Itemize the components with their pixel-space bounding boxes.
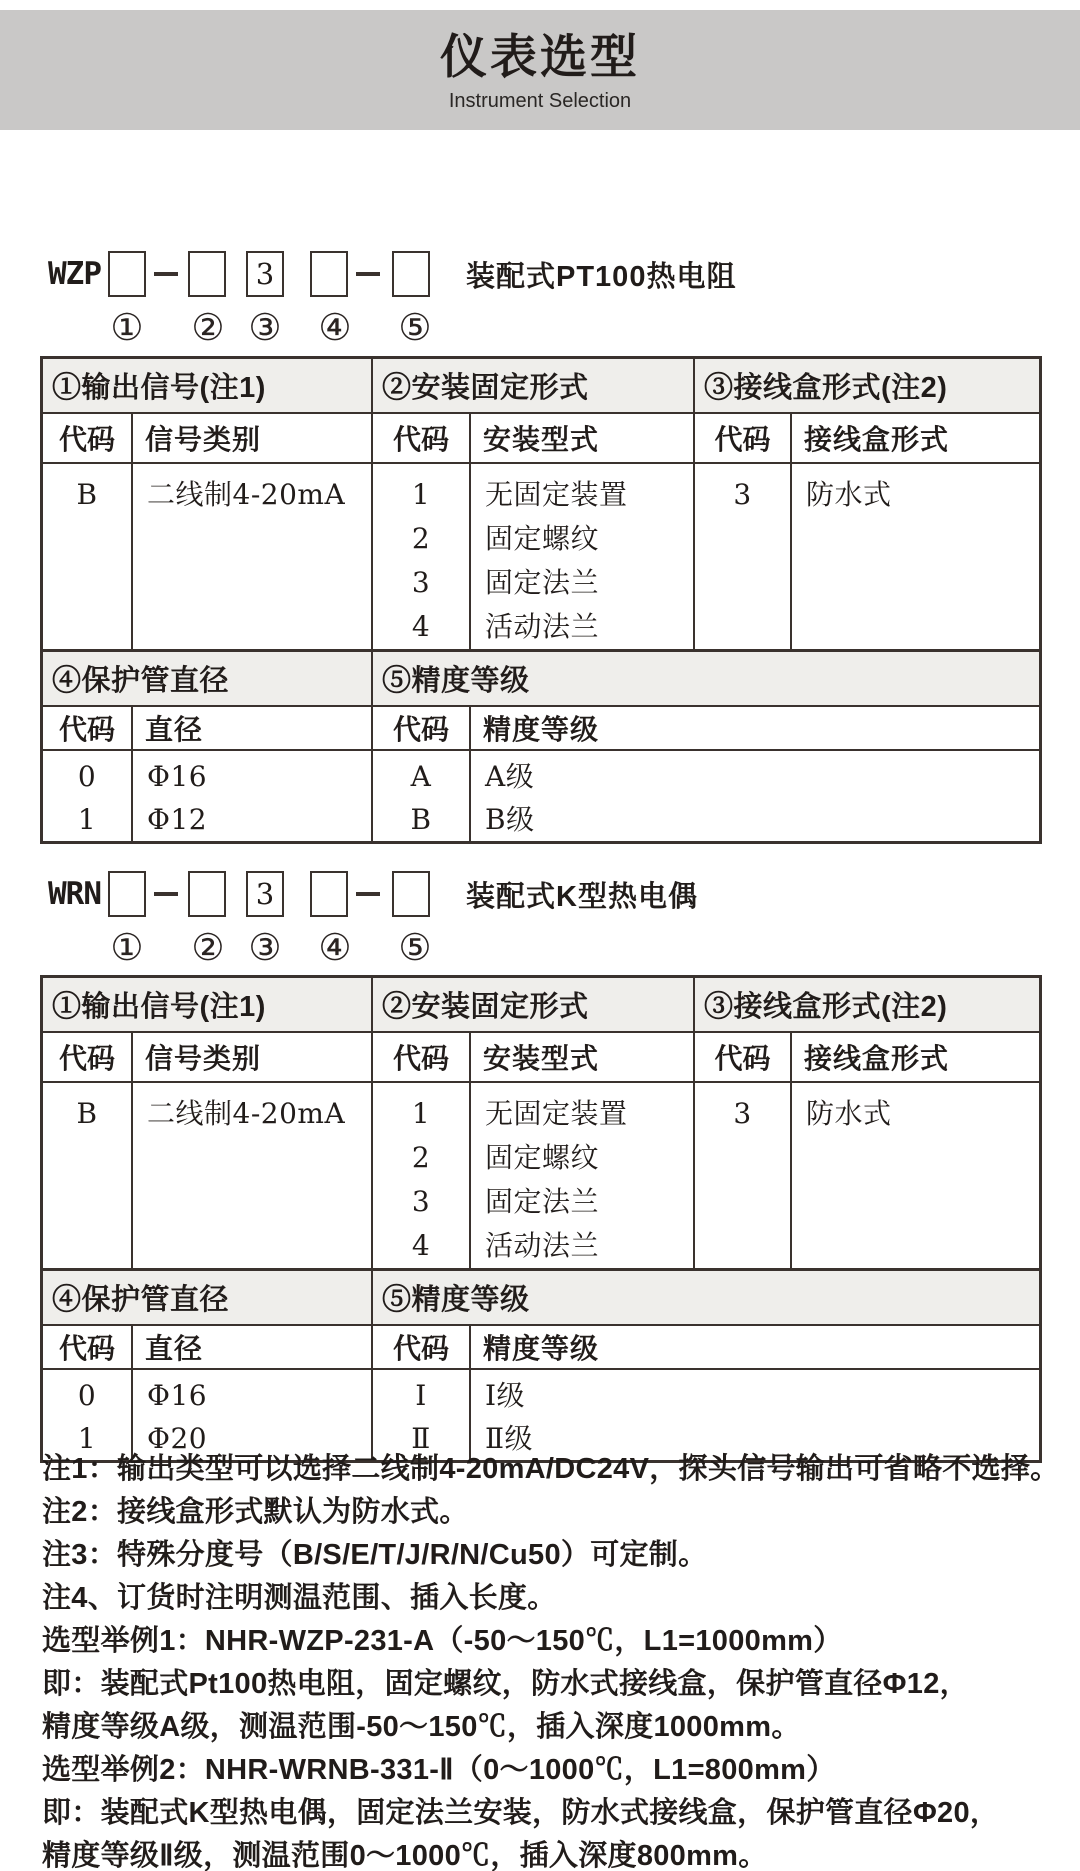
value-line: Φ16	[147, 1379, 208, 1412]
code-line: 4	[411, 610, 431, 643]
value-line: 无固定装置	[485, 1097, 628, 1130]
section-output-signal	[43, 978, 373, 1268]
value-cell	[133, 464, 371, 649]
col-header-name: 信号类别	[133, 1033, 371, 1083]
position-marker-2: ②	[191, 926, 225, 969]
section-title: ③接线盒形式(注2)	[695, 359, 1039, 414]
note-line-1: 注1：输出类型可以选择二线制4-20mA/DC24V，探头信号输出可省略不选择。	[42, 1453, 1060, 1485]
code-line: 3	[733, 478, 752, 511]
section-title: ①输出信号(注1)	[43, 978, 371, 1033]
model-code-box-3-filled: 3	[246, 871, 284, 917]
value-line: 活动法兰	[485, 1229, 600, 1262]
code-line: 1	[77, 803, 97, 836]
code-cell	[43, 1083, 133, 1268]
code-cell	[43, 464, 133, 649]
col-header-code: 代码	[695, 414, 792, 464]
code-cell	[373, 751, 471, 841]
code-line: 1	[411, 478, 431, 511]
code-cell	[695, 464, 792, 649]
code-cell	[695, 1083, 792, 1268]
value-line: Φ12	[147, 803, 208, 836]
page-title: 仪表选型	[440, 30, 640, 83]
value-line: Ⅰ级	[485, 1379, 526, 1412]
value-cell	[471, 1083, 693, 1268]
model-code-box-2	[188, 251, 226, 297]
code-line: A	[410, 760, 432, 793]
code-line: 1	[411, 1097, 431, 1130]
note-line-8: 选型举例2：NHR-WRNB-331-Ⅱ（0～1000℃，L1=800mm）	[42, 1754, 836, 1786]
position-marker-5: ⑤	[398, 926, 432, 969]
model-line-wrn	[48, 868, 698, 920]
position-marker-1: ①	[110, 926, 144, 969]
model-code-box-3-filled: 3	[246, 251, 284, 297]
section-title: ④保护管直径	[43, 652, 371, 707]
model-code-box-4	[310, 251, 348, 297]
value-line: 防水式	[806, 478, 892, 511]
position-markers-wrn	[0, 926, 434, 970]
value-line: 二线制4-20mA	[147, 1097, 346, 1130]
dash-separator	[154, 272, 178, 276]
col-header-code: 代码	[43, 707, 133, 751]
col-header-name: 接线盒形式	[792, 1033, 1039, 1083]
dash-separator	[154, 892, 178, 896]
code-cell	[373, 1370, 471, 1460]
value-cell	[471, 1370, 1039, 1460]
value-line: 固定螺纹	[485, 1141, 600, 1174]
col-header-name: 信号类别	[133, 414, 371, 464]
col-header-code: 代码	[373, 707, 471, 751]
value-cell	[792, 1083, 1039, 1268]
page-subtitle: Instrument Selection	[448, 90, 632, 112]
col-header-name: 直径	[133, 1326, 371, 1370]
value-line: 固定法兰	[485, 1185, 600, 1218]
dash-separator	[356, 892, 380, 896]
value-line: B级	[485, 803, 535, 836]
code-line: 4	[411, 1229, 431, 1262]
note-line-3: 注3：特殊分度号（B/S/E/T/J/R/N/Cu50）可定制。	[42, 1539, 708, 1571]
col-header-name: 精度等级	[471, 707, 1039, 751]
page-header-bar	[0, 10, 1080, 130]
position-marker-2: ②	[191, 306, 225, 349]
model-prefix: WRN	[48, 876, 101, 912]
col-header-code: 代码	[43, 1033, 133, 1083]
section-junction-box	[695, 359, 1039, 649]
section-title: ①输出信号(注1)	[43, 359, 371, 414]
position-marker-5: ⑤	[398, 306, 432, 349]
notes-block	[42, 1448, 1062, 1871]
section-tube-diameter	[43, 652, 373, 841]
col-header-code: 代码	[373, 1033, 471, 1083]
section-output-signal	[43, 359, 373, 649]
value-line: Φ16	[147, 760, 208, 793]
code-cell	[43, 1370, 133, 1460]
value-line: 固定螺纹	[485, 522, 600, 555]
model-prefix: WZP	[48, 256, 101, 292]
section-junction-box	[695, 978, 1039, 1268]
note-line-7: 精度等级A级，测温范围-50～150℃，插入深度1000mm。	[42, 1711, 801, 1743]
code-line: 3	[411, 1185, 431, 1218]
code-line: 2	[411, 1141, 431, 1174]
col-header-code: 代码	[43, 414, 133, 464]
model-code-box-1	[108, 251, 146, 297]
position-marker-3: ③	[248, 306, 282, 349]
code-line: 3	[411, 566, 431, 599]
position-marker-4: ④	[318, 306, 352, 349]
section-mounting	[373, 978, 695, 1268]
section-mounting	[373, 359, 695, 649]
value-line: 二线制4-20mA	[147, 478, 346, 511]
section-title: ②安装固定形式	[373, 978, 693, 1033]
code-cell	[373, 464, 471, 649]
section-title: ⑤精度等级	[373, 1271, 1039, 1326]
code-line: B	[76, 1097, 98, 1130]
code-line: Ⅱ	[411, 1422, 431, 1455]
code-line: 0	[77, 760, 97, 793]
col-header-name: 安装型式	[471, 414, 693, 464]
value-line: 无固定装置	[485, 478, 628, 511]
position-marker-4: ④	[318, 926, 352, 969]
col-header-code: 代码	[43, 1326, 133, 1370]
value-line: A级	[485, 760, 535, 793]
code-cell	[373, 1083, 471, 1268]
col-header-code: 代码	[373, 1326, 471, 1370]
section-accuracy	[373, 652, 1039, 841]
value-cell	[792, 464, 1039, 649]
section-title: ④保护管直径	[43, 1271, 371, 1326]
dash-separator	[356, 272, 380, 276]
col-header-name: 安装型式	[471, 1033, 693, 1083]
col-header-code: 代码	[373, 414, 471, 464]
col-header-name: 精度等级	[471, 1326, 1039, 1370]
value-line: 活动法兰	[485, 610, 600, 643]
note-line-2: 注2：接线盒形式默认为防水式。	[42, 1496, 469, 1528]
code-line: B	[410, 803, 432, 836]
model-line-wzp	[48, 248, 736, 300]
position-markers-wzp	[0, 306, 434, 350]
section-title: ③接线盒形式(注2)	[695, 978, 1039, 1033]
code-line: 0	[77, 1379, 97, 1412]
position-marker-3: ③	[248, 926, 282, 969]
value-cell	[471, 464, 693, 649]
col-header-name: 直径	[133, 707, 371, 751]
code-line: 2	[411, 522, 431, 555]
model-description-label: 装配式PT100热电阻	[466, 260, 737, 293]
note-line-6: 即：装配式Pt100热电阻，固定螺纹，防水式接线盒，保护管直径Φ12，	[42, 1668, 969, 1700]
col-header-name: 接线盒形式	[792, 414, 1039, 464]
model-code-box-4	[310, 871, 348, 917]
section-title: ⑤精度等级	[373, 652, 1039, 707]
section-tube-diameter	[43, 1271, 373, 1460]
note-line-5: 选型举例1：NHR-WZP-231-A（-50～150℃，L1=1000mm）	[42, 1625, 843, 1657]
model-code-box-5	[392, 251, 430, 297]
model-code-box-5	[392, 871, 430, 917]
code-cell	[43, 751, 133, 841]
value-cell	[133, 751, 371, 841]
section-title: ②安装固定形式	[373, 359, 693, 414]
selection-table-wrn	[40, 975, 1042, 1463]
model-description-label: 装配式K型热电偶	[466, 880, 698, 913]
code-line: Ⅰ	[415, 1379, 427, 1412]
value-line: 防水式	[806, 1097, 892, 1130]
value-cell	[471, 751, 1039, 841]
value-cell	[133, 1083, 371, 1268]
position-marker-1: ①	[110, 306, 144, 349]
model-code-box-2	[188, 871, 226, 917]
note-line-4: 注4、订货时注明测温范围、插入长度。	[42, 1582, 557, 1614]
code-line: B	[76, 478, 98, 511]
col-header-code: 代码	[695, 1033, 792, 1083]
code-line: 3	[733, 1097, 752, 1130]
value-line: Φ20	[147, 1422, 208, 1455]
selection-table-wzp	[40, 356, 1042, 844]
note-line-9: 即：装配式K型热电偶，固定法兰安装，防水式接线盒，保护管直径Φ20，	[42, 1797, 1000, 1829]
value-line: 固定法兰	[485, 566, 600, 599]
value-line: Ⅱ级	[485, 1422, 534, 1455]
model-code-box-1	[108, 871, 146, 917]
value-cell	[133, 1370, 371, 1460]
code-line: 1	[77, 1422, 97, 1455]
section-accuracy	[373, 1271, 1039, 1460]
note-line-10: 精度等级Ⅱ级，测温范围0～1000℃，插入深度800mm。	[42, 1840, 768, 1871]
